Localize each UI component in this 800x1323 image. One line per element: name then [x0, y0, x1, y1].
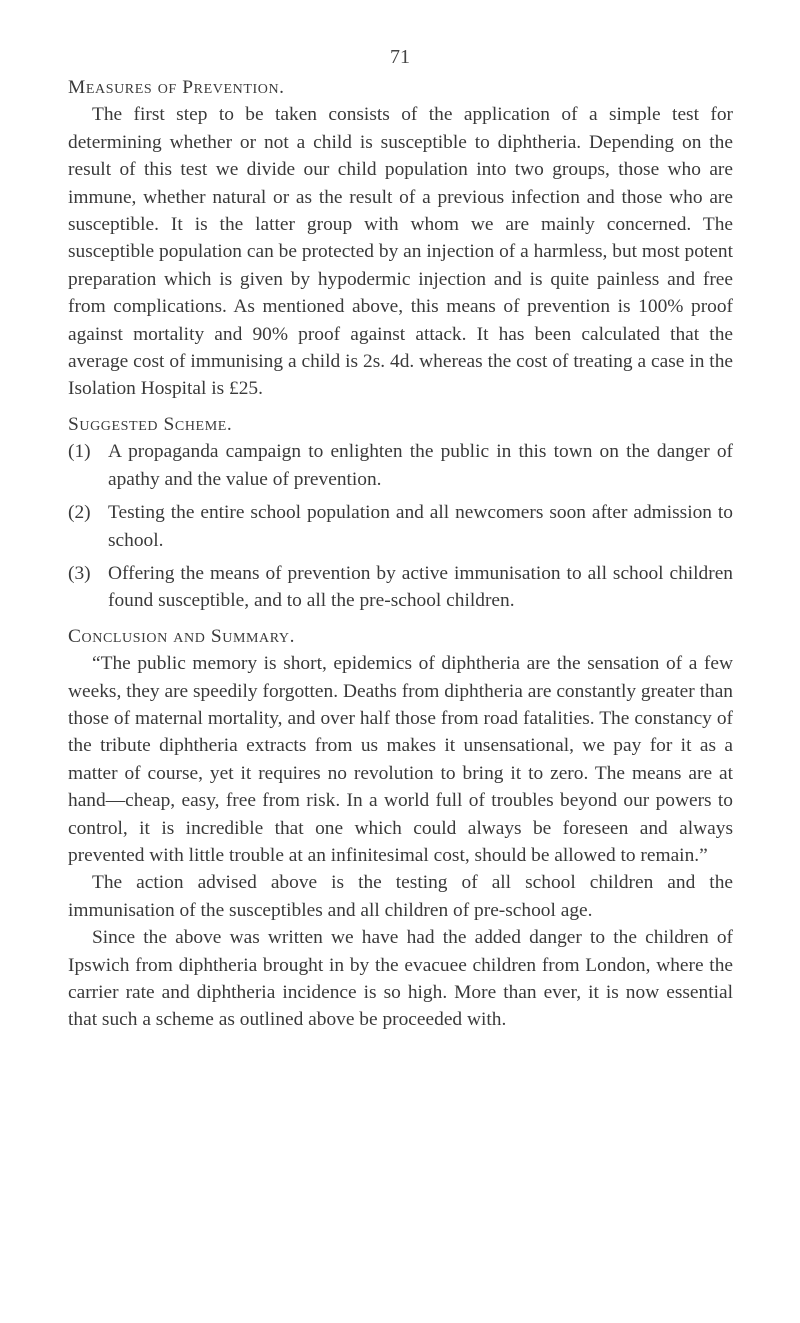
- paragraph-action: The action advised above is the testing of all school children and the immunisation of the susceptibles and all children of pre-school age.: [68, 872, 733, 921]
- page-number: 71: [390, 46, 410, 68]
- scheme-item: [68, 560, 733, 615]
- scheme-item: [68, 438, 733, 493]
- scheme-item-number: (3): [68, 562, 91, 584]
- heading-measures-of-prevention: Measures of Prevention.: [68, 77, 285, 98]
- section-suggested-scheme: [68, 411, 733, 615]
- scheme-item: [68, 499, 733, 554]
- scheme-list: [68, 438, 733, 614]
- paragraph-quote: “The public memory is short, epidemics of diphtheria are the sensation of a few weeks, they are speedily forgotten. Deaths from diphtheria are constantly greater than those of maternal mortality, and over half those from road fatalities. The constancy of the tribute diphtheria extracts from us makes it unsensational, we pay for it as a matter of course, yet it requires no revolution to bring it to zero. The means are at hand—cheap, easy, free from risk. In a world full of troubles beyond our powers to control, it is incredible that one which could always be foreseen and always prevented with little trouble at an infinitesimal cost, should be allowed to remain.”: [68, 653, 733, 866]
- heading-suggested-scheme: Suggested Scheme.: [68, 413, 233, 435]
- page-content: [68, 74, 733, 1042]
- heading-conclusion-and-summary: Conclusion and Summary.: [68, 625, 296, 647]
- section-prevention: [68, 74, 733, 403]
- scheme-item-number: (1): [68, 441, 91, 463]
- scheme-item-text: A propaganda campaign to enlighten the public in this town on the danger of apathy and the value of prevention.: [108, 441, 733, 490]
- section-conclusion: [68, 623, 733, 1034]
- scheme-item-text: Offering the means of prevention by active immunisation to all school children found susceptible, and to all the pre-school children.: [108, 562, 733, 612]
- paragraph-since: Since the above was written we have had the added danger to the children of Ipswich from diphtheria brought in by the evacuee children from London, where the carrier rate and diphtheria incidence is so high. More than ever, it is now essential that such a scheme as outlined above be proceeded with.: [68, 927, 733, 1031]
- paragraph-prevention: The first step to be taken consists of the application of a simple test for determining whether or not a child is susceptible to diphtheria. Depending on the result of this test we divide our child population into two groups, those who are immune, whether natural or as the result of a previous infection and those who are susceptible. It is the latter group with whom we are mainly concerned. The susceptible population can be protected by an injection of a harmless, but most potent preparation which is given by hypodermic injection and is quite painless and free from complications. As mentioned above, this means of prevention is 100% proof against mortality and 90% proof against attack. It has been calculated that the average cost of immunising a child is 2s. 4d. whereas the cost of treating a case in the Isolation Hospital is £25.: [68, 104, 733, 400]
- scheme-item-text: Testing the entire school population and all newcomers soon after admission to school.: [108, 502, 733, 551]
- scheme-item-number: (2): [68, 502, 91, 524]
